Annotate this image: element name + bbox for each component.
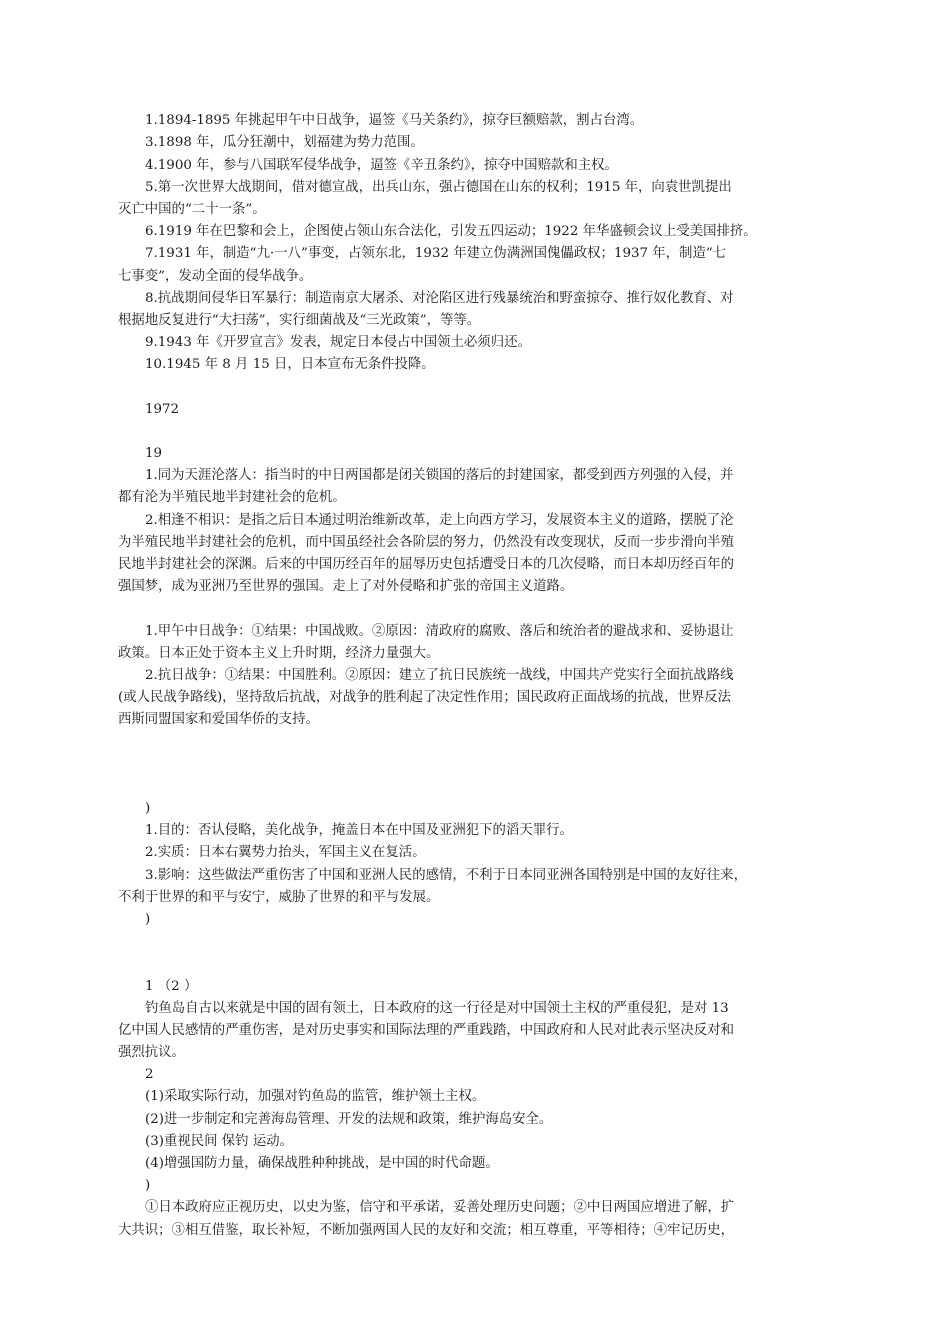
text-line: 强国梦，成为亚洲乃至世界的强国。走上了对外侵略和扩张的帝国主义道路。 [118,579,574,595]
text-line: 西斯同盟国家和爱国华侨的支持。 [118,712,319,728]
text-line [118,421,840,443]
text-line: 民地半封建社会的深渊。后来的中国历经百年的屈辱历史包括遭受日本的几次侵略，而日本却历经百年的 [118,556,734,572]
text-line: 1.1894-1895 年挑起甲午中日战争，逼签《马关条约》，掠夺巨额赔款，割占台湾。 [145,113,644,129]
text-line: ) [145,1178,151,1194]
text-line: ①日本政府应正视历史，以史为鉴，信守和平承诺，妥善处理历史问题；②中日两国应增进了解，扩 [145,1200,735,1216]
text-line: 1 （2 ） [145,978,198,994]
text-line [118,931,840,953]
text-line: 1.甲午中日战争：①结果：中国战败。②原因：清政府的腐败、落后和统治者的避战求和、妥协退让 [145,623,734,639]
text-line: (或人民战争路线)，坚持敌后抗战，对战争的胜利起了决定性作用；国民政府正面战场的抗战，世界反法 [118,690,732,706]
text-line [118,88,840,110]
text-line: 不利于世界的和平与安宁，威胁了世界的和平与发展。 [118,889,440,905]
text-line: (1)采取实际行动，加强对钓鱼岛的监管，维护领土主权。 [145,1089,486,1105]
text-line [118,776,840,798]
text-line: 大共识；③相互借鉴，取长补短，不断加强两国人民的友好和交流；相互尊重，平等相待；④牢记历史， [118,1222,734,1238]
text-line: 2 [145,1067,154,1083]
text-line: 2.实质：日本右翼势力抬头，军国主义在复活。 [145,845,426,861]
text-line: 1.目的：否认侵略，美化战争，掩盖日本在中国及亚洲犯下的滔天罪行。 [145,823,573,839]
text-line [118,754,840,776]
text-line: 灭亡中国的“二十一条”。 [118,201,266,217]
text-line: 3.1898 年，瓜分狂潮中，划福建为势力范围。 [145,135,424,151]
text-line [118,598,840,620]
text-line: 7.1931 年，制造“九·一八”事变，占领东北，1932 年建立伪满洲国傀儡政权；1937 年，制造“七 [145,246,727,262]
text-line: 5.第一次世界大战期间，借对德宣战，出兵山东，强占德国在山东的权利；1915 年，向袁世凯提出 [145,179,732,195]
text-line: (2)进一步制定和完善海岛管理、开发的法规和政策，维护海岛安全。 [145,1111,553,1127]
text-line: 6.1919 年在巴黎和会上，企图使占领山东合法化，引发五四运动；1922 年华盛顿会议上受美国排挤。 [145,224,757,240]
text-line: 钓鱼岛自古以来就是中国的固有领土，日本政府的这一行径是对中国领土主权的严重侵犯，是对 13 [145,1000,729,1016]
text-line: 2.抗日战争：①结果：中国胜利。②原因：建立了抗日民族统一战线，中国共产党实行全面抗战路线 [145,667,734,683]
text-line: 4.1900 年，参与八国联军侵华战争，逼签《辛丑条约》，掠夺中国赔款和主权。 [145,157,618,173]
text-line: 3.影响：这些做法严重伤害了中国和亚洲人民的感情，不利于日本同亚洲各国特别是中国的友好往来， [145,867,747,883]
text-line: 都有沦为半殖民地半封建社会的危机。 [118,490,346,506]
text-line: 强烈抗议。 [118,1045,185,1061]
text-line [118,376,840,398]
text-line: ) [145,911,151,927]
text-line: 8.抗战期间侵华日军暴行：制造南京大屠杀、对沦陷区进行残暴统治和野蛮掠夺、推行奴化教育、对 [145,290,734,306]
text-line [118,731,840,753]
text-line: 1.同为天涯沦落人：指当时的中日两国都是闭关锁国的落后的封建国家，都受到西方列强的入侵，并 [145,468,734,484]
text-line: 政策。日本正处于资本主义上升时期，经济力量强大。 [118,645,440,661]
text-line: 1972 [145,401,180,417]
document-page [118,88,840,1242]
text-line: 为半殖民地半封建社会的危机，而中国虽经社会各阶层的努力，仍然没有改变现状，反而一步步滑向半殖 [118,534,734,550]
text-line: 9.1943 年《开罗宣言》发表，规定日本侵占中国领土必须归还。 [145,335,531,351]
text-line: 七事变”，发动全面的侵华战争。 [118,268,313,284]
text-line: 根据地反复进行“大扫荡”，实行细菌战及“三光政策”，等等。 [118,312,481,328]
text-line: (4)增强国防力量，确保战胜种种挑战，是中国的时代命题。 [145,1156,499,1171]
text-line: ) [145,801,151,816]
text-line: 2.相逢不相识：是指之后日本通过明治维新改革，走上向西方学习，发展资本主义的道路，摆脱了沦 [145,512,734,528]
text-line: 19 [145,446,163,461]
text-line [118,953,840,975]
text-line: 10.1945 年 8 月 15 日，日本宣布无条件投降。 [145,357,435,373]
text-line: (3)重视民间 保钓 运动。 [145,1133,293,1149]
text-line: 亿中国人民感情的严重伤害，是对历史事实和国际法理的严重践踏，中国政府和人民对此表示坚决反对和 [118,1022,734,1038]
